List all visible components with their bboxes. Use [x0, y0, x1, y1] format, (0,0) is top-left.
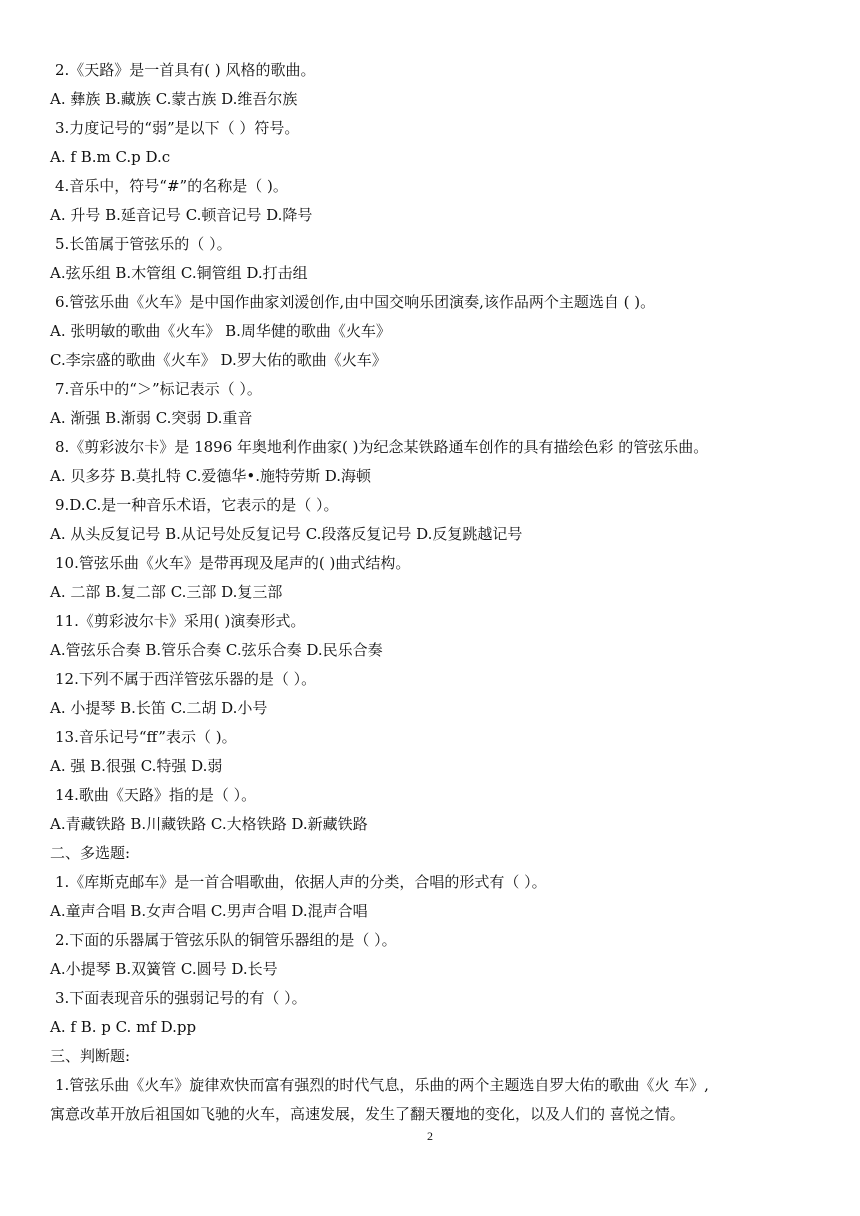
options-7: A. 渐强 B.渐弱 C.突弱 D.重音 [50, 409, 253, 427]
options-6-row-2: C.李宗盛的歌曲《火车》 D.罗大佑的歌曲《火车》 [50, 351, 387, 369]
judgment-question-1-line-1: 1.管弦乐曲《火车》旋律欢快而富有强烈的时代气息，乐曲的两个主题选自罗大佑的歌曲《火 车》, [55, 1076, 709, 1094]
section-heading-true-false: 三、判断题: [50, 1047, 131, 1065]
multi-question-2: 2.下面的乐器属于管弦乐队的铜管乐器组的是（ ）。 [55, 931, 397, 949]
question-10: 10.管弦乐曲《火车》是带再现及尾声的( )曲式结构。 [55, 554, 411, 572]
options-6-row-1: A. 张明敏的歌曲《火车》 B.周华健的歌曲《火车》 [50, 322, 391, 340]
options-3: A. f B.m C.p D.c [50, 148, 171, 166]
question-13: 13.音乐记号“ff”表示（ )。 [55, 728, 237, 746]
question-9: 9.D.C.是一种音乐术语，它表示的是（ ）。 [55, 496, 339, 514]
judgment-question-1-line-2: 寓意改革开放后祖国如飞驰的火车，高速发展，发生了翻天覆地的变化，以及人们的 喜悦之情。 [50, 1105, 685, 1123]
options-13: A. 强 B.很强 C.特强 D.弱 [50, 757, 223, 775]
multi-question-3: 3.下面表现音乐的强弱记号的有（ ）。 [55, 989, 307, 1007]
question-2: 2.《天路》是一首具有( ) 风格的歌曲。 [55, 61, 316, 79]
options-11: A.管弦乐合奏 B.管乐合奏 C.弦乐合奏 D.民乐合奏 [50, 641, 383, 659]
question-6: 6.管弦乐曲《火车》是中国作曲家刘湲创作,由中国交响乐团演奏,该作品两个主题选自 ( )。 [55, 293, 656, 311]
options-5: A.弦乐组 B.木管组 C.铜管组 D.打击组 [50, 264, 308, 282]
question-11: 11.《剪彩波尔卡》采用( )演奏形式。 [55, 612, 306, 630]
options-9: A. 从头反复记号 B.从记号处反复记号 C.段落反复记号 D.反复跳越记号 [50, 525, 523, 543]
options-14: A.青藏铁路 B.川藏铁路 C.大格铁路 D.新藏铁路 [50, 815, 368, 833]
question-7: 7.音乐中的“＞”标记表示（ ）。 [55, 380, 262, 398]
question-4: 4.音乐中，符号“#”的名称是（ )。 [55, 177, 288, 195]
multi-options-2: A.小提琴 B.双簧管 C.圆号 D.长号 [50, 960, 278, 978]
options-10: A. 二部 B.复二部 C.三部 D.复三部 [50, 583, 283, 601]
question-8: 8.《剪彩波尔卡》是 1896 年奥地利作曲家( )为纪念某铁路通车创作的具有描绘色彩 的管弦乐曲。 [55, 438, 709, 456]
multi-options-3: A. f B. p C. mf D.pp [50, 1018, 197, 1036]
question-5: 5.长笛属于管弦乐的（ ）。 [55, 235, 232, 253]
options-2: A. 彝族 B.藏族 C.蒙古族 D.维吾尔族 [50, 90, 298, 108]
question-3: 3.力度记号的“弱”是以下（ ）符号。 [55, 119, 300, 137]
options-4: A. 升号 B.延音记号 C.顿音记号 D.降号 [50, 206, 313, 224]
question-12: 12.下列不属于西洋管弦乐器的是（ ）。 [55, 670, 317, 688]
question-14: 14.歌曲《天路》指的是（ ）。 [55, 786, 257, 804]
options-8: A. 贝多芬 B.莫扎特 C.爱德华•.施特劳斯 D.海顿 [50, 467, 372, 485]
multi-question-1: 1.《库斯克邮车》是一首合唱歌曲，依据人声的分类，合唱的形式有（ ）。 [55, 873, 547, 891]
section-heading-multiple-choice: 二、多选题: [50, 844, 131, 862]
options-12: A. 小提琴 B.长笛 C.二胡 D.小号 [50, 699, 268, 717]
page-number: 2 [427, 1129, 433, 1143]
multi-options-1: A.童声合唱 B.女声合唱 C.男声合唱 D.混声合唱 [50, 902, 368, 920]
